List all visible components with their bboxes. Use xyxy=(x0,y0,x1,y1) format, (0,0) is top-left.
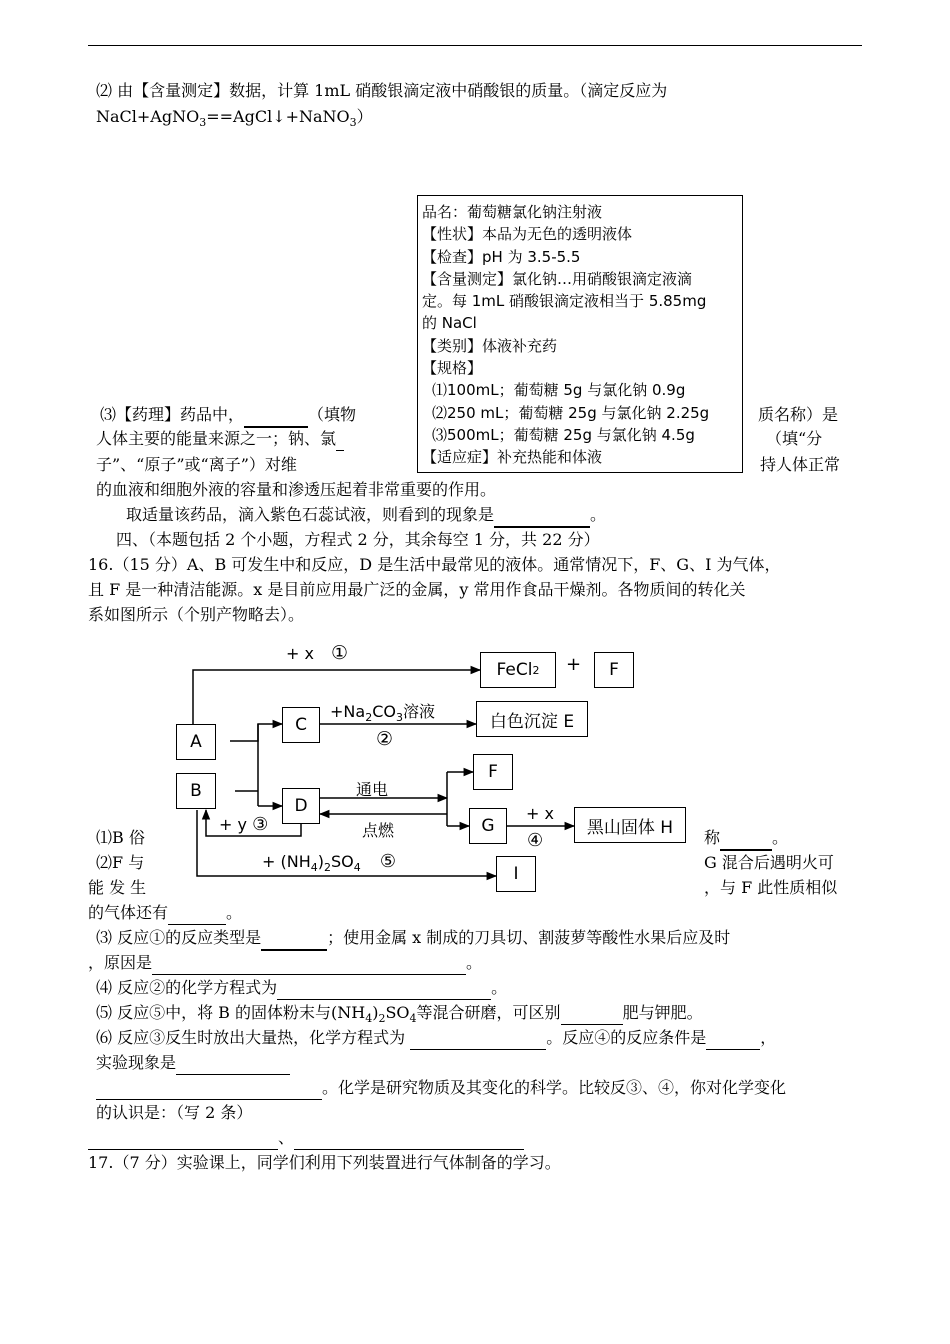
label-line: 【含量测定】氯化钠…用硝酸银滴定液滴 xyxy=(422,269,693,288)
q15-3-line-e: 取适量该药品，滴入紫色石蕊试液，则看到的现象是 。 xyxy=(126,504,606,528)
label-reaction-4: ④ xyxy=(527,830,544,851)
node-black-solid-h: 黑山固体 H xyxy=(574,807,686,843)
label-ammonium-sulfate: + $(NH_4)_2SO_4$ ⑤ xyxy=(262,851,396,875)
label-line: 【检查】pH 为 3.5-5.5 xyxy=(422,247,581,266)
q16-5: ⑸ 反应⑤中，将 B 的固体粉末与$(NH_4)_2SO_4$等混合研磨，可区别 肥与钾肥。 xyxy=(96,1003,703,1026)
q15-3-line-a-right: 质名称）是 xyxy=(758,405,839,424)
label-plus-x-2: + x xyxy=(526,804,554,823)
q15-3-line-a: ⑶【药理】药品中， （填物 xyxy=(100,404,356,428)
label-line: 的 NaCl xyxy=(422,314,477,333)
q15-3-line-b: 人体主要的能量来源之一；钠、氯 xyxy=(96,428,344,451)
label-electrolysis: 通电 xyxy=(356,780,389,799)
q15-2-equation: NaCl+AgNO$_3$==AgCl↓+NaNO$_3$） xyxy=(96,107,373,130)
node-fecl2: FeCl 2 xyxy=(480,652,556,688)
q15-2-line1: ⑵ 由【含量测定】数据，计算 1mL 硝酸银滴定液中硝酸银的质量。（滴定反应为 xyxy=(96,81,668,100)
label-line: ⑶500mL；葡萄糖 25g 与氯化钠 4.5g xyxy=(432,425,695,444)
q16-6-line-2: 实验现象是 xyxy=(96,1052,290,1075)
node-white-precipitate-e: 白色沉淀 E xyxy=(476,701,588,737)
header-rule xyxy=(88,45,862,46)
q16-2-right-2: ，与 F 此性质相似 xyxy=(704,878,838,897)
q16-6-line-4: 的认识是：（写 2 条） xyxy=(96,1103,253,1122)
node-a: A xyxy=(176,724,216,760)
q15-3-line-c: 子”、“原子”或“离子”）对维 xyxy=(96,455,297,474)
q16-4: ⑷ 反应②的化学方程式为 。 xyxy=(96,977,507,1000)
label-line: 品名：葡萄糖氯化钠注射液 xyxy=(422,203,603,221)
q16-2-right: G 混合后遇明火可 xyxy=(704,853,834,872)
label-plus-y: + y ③ xyxy=(219,814,269,835)
section-4-heading: 四、（本题包括 2 个小题，方程式 2 分，其余每空 1 分，共 22 分） xyxy=(116,530,600,549)
q16-3-line-2: ，原因是 。 xyxy=(88,952,482,975)
node-d: D xyxy=(282,788,320,824)
label-line: ⑴100mL；葡萄糖 5g 与氯化钠 0.9g xyxy=(432,381,686,400)
label-line: 【性状】本品为无色的透明液体 xyxy=(422,225,633,244)
plus-sign: + xyxy=(566,654,582,675)
label-line: ⑵250 mL；葡萄糖 25g 与氯化钠 2.25g xyxy=(432,403,710,422)
node-b: B xyxy=(176,773,216,809)
q16-1-left: ⑴B 俗 xyxy=(96,828,145,847)
q16-2-left-2: 能 发 生 xyxy=(88,878,147,897)
node-c: C xyxy=(282,707,320,743)
q15-3-line-b-right: （填“分 xyxy=(766,429,823,448)
q16-6-line-3: 。化学是研究物质及其变化的科学。比较反③、④，你对化学变化 xyxy=(96,1077,786,1100)
q16-stem-1: 16.（15 分）A、B 可发生中和反应，D 是生活中最常见的液体。通常情况下，F、G、I 为气体， xyxy=(88,555,781,574)
q16-1-right: 称 。 xyxy=(704,827,788,851)
q15-3-line-c-right: 持人体正常 xyxy=(760,455,841,474)
drug-label xyxy=(417,195,743,473)
label-na2co3: $+Na_2CO_3$溶液 xyxy=(330,702,435,725)
node-f: F xyxy=(473,754,513,790)
label-line: 定。每 1mL 硝酸银滴定液相当于 5.85mg xyxy=(422,292,707,311)
label-ignite: 点燃 xyxy=(362,821,395,840)
q15-3-line-d: 的血液和细胞外液的容量和渗透压起着非常重要的作用。 xyxy=(96,480,497,499)
arrow-ab-c xyxy=(230,724,282,741)
label-reaction-1: ① xyxy=(331,642,349,664)
label-line: 【类别】体液补充药 xyxy=(422,336,558,355)
q16-6-line-5: 、 xyxy=(88,1127,524,1150)
q16-2-left: ⑵F 与 xyxy=(96,853,145,872)
label-plus-x-1: + x xyxy=(286,644,314,663)
node-i: I xyxy=(496,856,536,892)
q16-2-line-3: 的气体还有 。 xyxy=(88,902,242,925)
q16-stem-3: 系如图所示（个别产物略去）。 xyxy=(88,605,305,624)
q16-6-line-1: ⑹ 反应③反生时放出大量热，化学方程式为 。反应④的反应条件是 ， xyxy=(96,1027,776,1050)
node-f-top: F xyxy=(594,652,634,688)
label-reaction-2: ② xyxy=(376,728,394,750)
label-line: 【适应症】补充热能和体液 xyxy=(422,448,603,467)
label-line: 【规格】 xyxy=(422,359,483,378)
q17-stem: 17.（7 分）实验课上，同学们利用下列装置进行气体制备的学习。 xyxy=(88,1153,561,1172)
q16-3-line-1: ⑶ 反应①的反应类型是 ；使用金属 x 制成的刀具切、割菠萝等酸性水果后应及时 xyxy=(96,927,730,951)
node-g: G xyxy=(469,808,507,844)
q16-stem-2: 且 F 是一种清洁能源。x 是目前应用最广泛的金属，y 常用作食品干燥剂。各物质间的转化关 xyxy=(88,580,746,599)
